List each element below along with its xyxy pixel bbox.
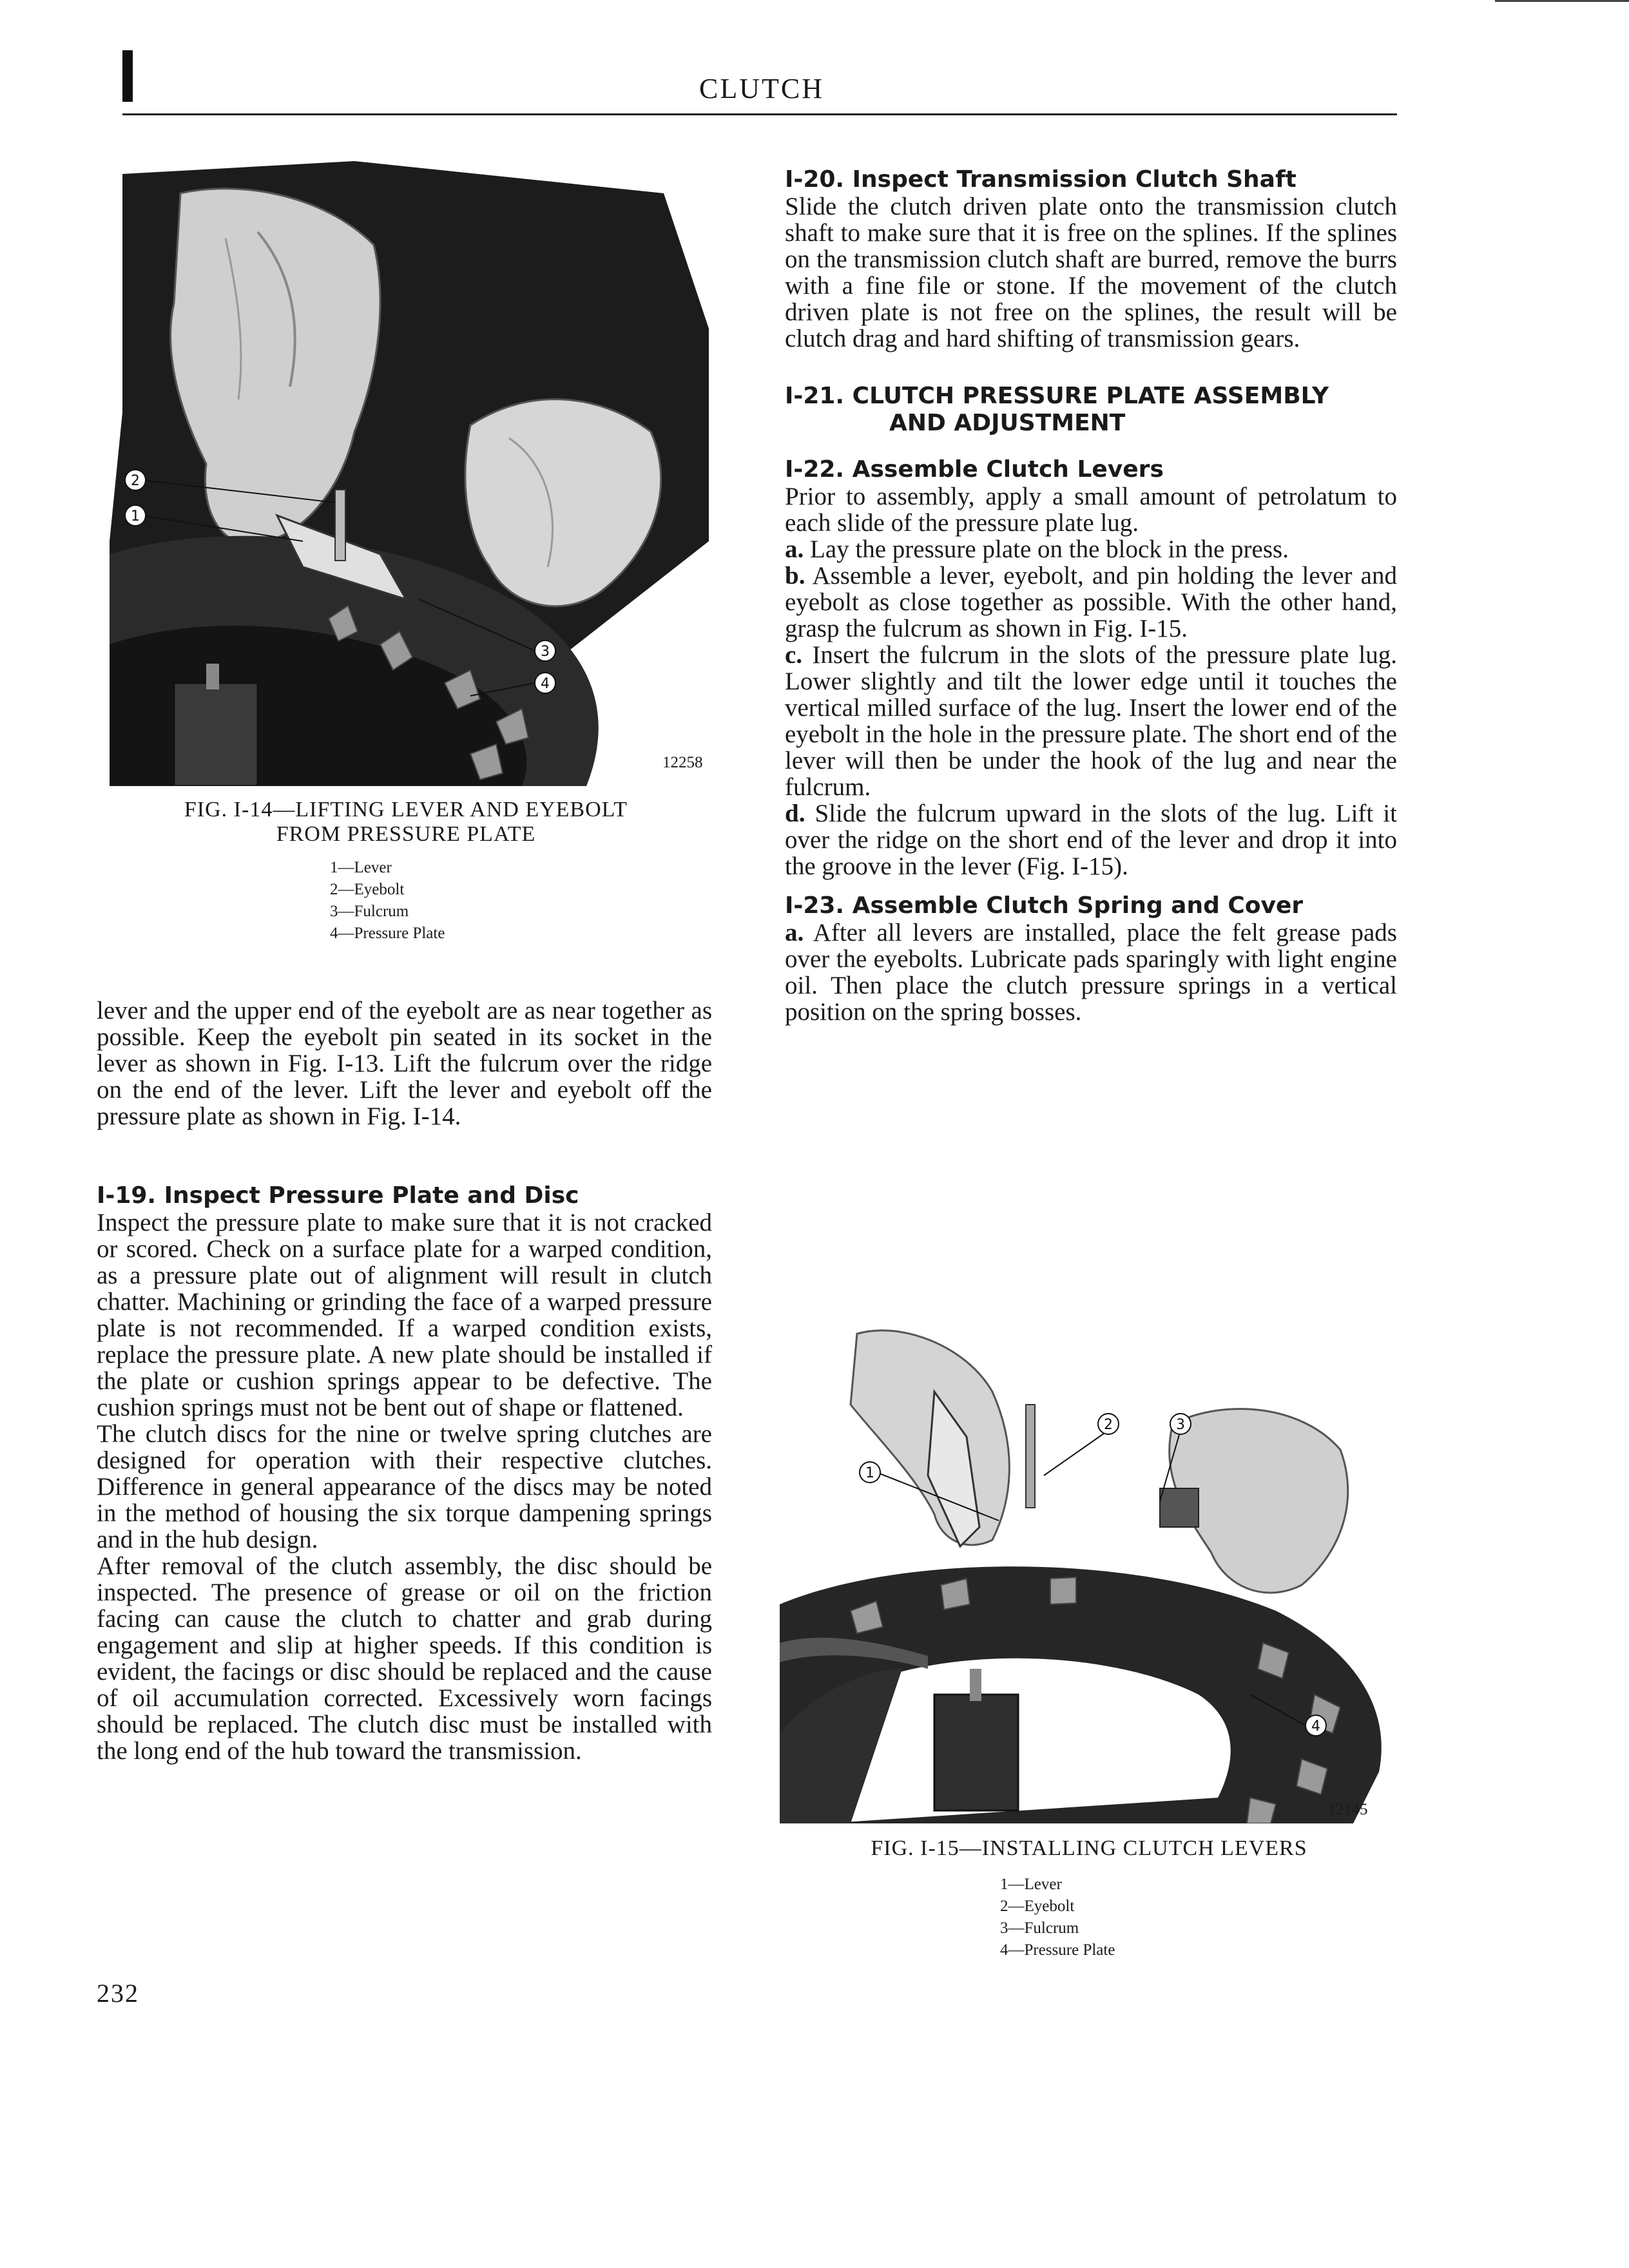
figure-14-caption [122,798,689,847]
figure-15-legend-item: 2—Eyebolt [1000,1898,1075,1915]
figure-14-illustration [110,155,709,786]
figure-15-callout-1: 1 [865,1465,874,1481]
page-header-title: CLUTCH [699,73,824,104]
header-rule [122,113,1397,115]
s20-paragraph: Slide the clutch driven plate onto the transmission clutch shaft to make sure that it is free on the splines. If the splines on the transmission clutch shaft are burred, remove the burrs with a fine file or stone. If the movement of the clutch driven plate is not free on the splines, the result will be clutch drag and hard shifting of transmission gears. [785,193,1397,352]
s22-step-a-text: Lay the pressure plate on the block in the press. [810,535,1289,563]
section-heading-i-20: I-20. Inspect Transmission Clutch Shaft [785,166,1296,193]
left-continued-paragraph: lever and the upper end of the eyebolt are as near together as possible. Keep the eyebolt pin seated in its socket in the lever as shown in Fig. I-13. Lift the fulcrum over the ridge on the end of the lever. Lift the lever and eyebolt off the pressure plate as shown in Fig. I-14. [97,997,712,1130]
figure-15-callout-3: 3 [1176,1417,1185,1433]
s22-step-d [785,800,1397,879]
figure-14-legend-item: 4—Pressure Plate [330,925,445,942]
corner-rule [1495,0,1629,2]
figure-14-callout-2: 2 [131,473,140,489]
section-heading-i-19: I-19. Inspect Pressure Plate and Disc [97,1182,579,1209]
s22-step-c [785,642,1397,800]
figure-15-legend-item: 3—Fulcrum [1000,1919,1079,1937]
s22-step-d-label: d. [785,800,805,827]
s22-step-a [785,536,1397,562]
section-heading-i-21-line2: AND ADJUSTMENT [889,410,1126,436]
s22-step-b-text: Assemble a lever, eyebolt, and pin holding the lever and eyebolt as close together as possible. With the other hand, grasp the fulcrum as shown in Fig. I-15. [785,562,1397,642]
figure-14-callout-4: 4 [541,676,550,692]
figure-14-legend-item: 2—Eyebolt [330,881,405,898]
figure-15-caption: FIG. I-15—INSTALLING CLUTCH LEVERS [871,1836,1307,1860]
figure-15-callout-2: 2 [1104,1417,1113,1433]
s22-step-a-label: a. [785,535,804,563]
s19-paragraph-3: After removal of the clutch assembly, the disc should be inspected. The presence of grease or oil on the friction facing can cause the clutch to chatter and grab during engagement and slip at higher speeds. If this condition is evident, the facings or disc should be replaced and the cause of oil accumulation corrected. Excessively worn facings should be replaced. The clutch disc must be installed with the long end of the hub toward the transmission. [97,1552,712,1765]
figure-14-photo [110,155,709,786]
section-heading-i-23: I-23. Assemble Clutch Spring and Cover [785,892,1304,919]
figure-15-number: 12145 [1327,1801,1368,1818]
s22-step-b-label: b. [785,562,805,590]
figure-14-caption-line2: FROM PRESSURE PLATE [276,822,536,846]
section-tab-mark [122,50,133,102]
figure-14-number: 12258 [662,754,703,771]
figure-15-legend [1000,1874,1115,1961]
figure-15-illustration [773,1308,1392,1823]
s19-paragraph-1: Inspect the pressure plate to make sure that it is not cracked or scored. Check on a surface plate for a warped condition, as a pressure plate out of alignment will result in clutch chatter. Machining or grinding the face of a warped pressure plate is not recommended. If a warped condition exists, replace the pressure plate. A new plate should be installed if the plate or cushion springs appear to be defective. The cushion springs must not be bent out of shape or flattened. [97,1209,712,1421]
s22-step-b [785,562,1397,642]
section-heading-i-22: I-22. Assemble Clutch Levers [785,456,1164,483]
s23-step-a [785,919,1397,1025]
figure-14-legend-item: 1—Lever [330,859,392,876]
s22-step-d-text: Slide the fulcrum upward in the slots of the lug. Lift it over the ridge on the short end of the lever and drop it into the groove in the lever (Fig. I-15). [785,800,1397,880]
figure-14-caption-line1: FIG. I-14—LIFTING LEVER AND EYEBOLT [184,798,628,822]
figure-15-legend-item: 4—Pressure Plate [1000,1941,1115,1959]
section-heading-i-21-line1: I-21. CLUTCH PRESSURE PLATE ASSEMBLY [785,383,1329,409]
right-column [785,166,1397,1025]
figure-14-legend-item: 3—Fulcrum [330,903,409,920]
figure-15-photo [773,1308,1392,1823]
page-number: 232 [97,1979,139,2008]
left-column [97,997,712,1764]
figure-14-legend [330,857,445,945]
s22-intro: Prior to assembly, apply a small amount of petrolatum to each slide of the pressure plate lug. [785,483,1397,537]
figure-14-callout-3: 3 [541,644,550,660]
figure-15-callout-4: 4 [1311,1718,1320,1735]
section-heading-i-21 [785,383,1397,437]
s23-step-a-text: After all levers are installed, place the felt grease pads over the eyebolts. Lubricate pads sparingly with light engine oil. Then place the clutch pressure springs in a vertical position on the spring bosses. [785,919,1397,1026]
figure-15-legend-item: 1—Lever [1000,1876,1062,1893]
s23-step-a-label: a. [785,919,804,947]
figure-14-callout-1: 1 [131,508,140,524]
s22-step-c-text: Insert the fulcrum in the slots of the pressure plate lug. Lower slightly and tilt the lower edge until it touches the vertical milled surface of the lug. Insert the lower end of the eyebolt in the hole in the pressure plate. The short end of the lever will then be under the hook of the lug and near the fulcrum. [785,641,1397,801]
s22-step-c-label: c. [785,641,803,669]
s19-paragraph-2: The clutch discs for the nine or twelve spring clutches are designed for operation with their respective clutches. Difference in general appearance of the discs may be noted in the method of housing the six torque dampening springs and in the hub design. [97,1420,712,1553]
